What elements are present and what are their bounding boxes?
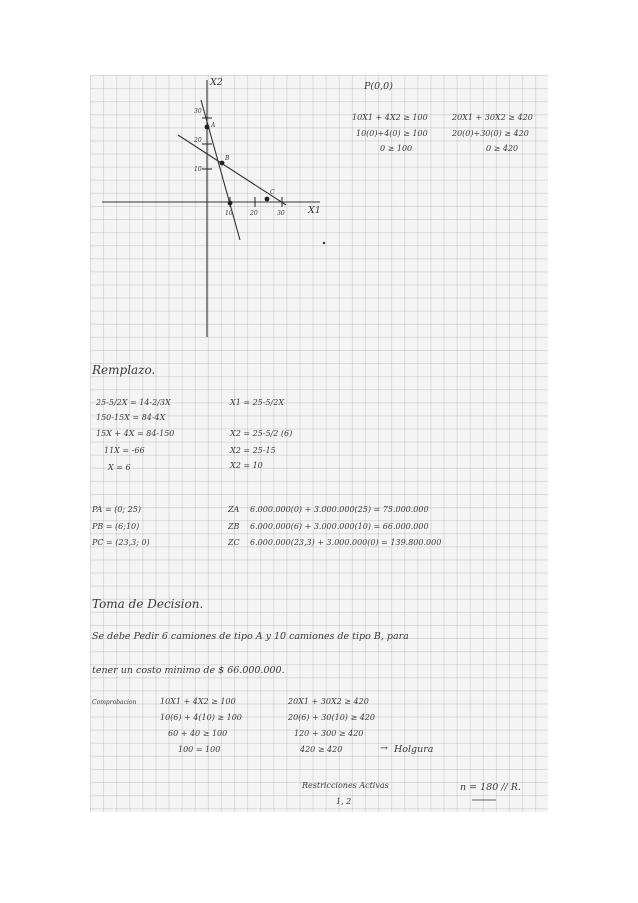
y-tick-label: 10 — [194, 166, 202, 173]
point-row-label: PB = (6;10) — [92, 522, 140, 531]
replace-line: 11X = -66 — [104, 446, 145, 455]
point-row-calc: 6.000.000(6) + 3.000.000(10) = 66.000.000 — [250, 522, 429, 531]
replace-line: X = 6 — [108, 463, 131, 472]
test-point-line: 20X1 + 30X2 ≥ 420 — [452, 113, 533, 122]
y-tick-label: 20 — [194, 137, 202, 144]
test-point-line: 0 ≥ 420 — [486, 144, 519, 153]
point-label: C — [270, 189, 275, 196]
check-line: 10(6) + 4(10) ≥ 100 — [160, 713, 242, 722]
decision-line: Se debe Pedir 6 camiones de tipo A y 10 camiones de tipo B, para — [92, 631, 409, 642]
x-axis-label: X1 — [308, 205, 321, 216]
x-tick-label: 10 — [225, 210, 233, 217]
point-b — [220, 161, 225, 166]
test-point-line: 10(0)+4(0) ≥ 100 — [356, 129, 428, 138]
point-row-label: PC = (23,3; 0) — [92, 538, 150, 547]
x-tick-label: 20 — [250, 210, 258, 217]
point-row-calc: 6.000.000(0) + 3.000.000(25) = 75.000.000 — [250, 505, 429, 514]
point-row-z: ZC — [228, 538, 240, 547]
check-line: 100 = 100 — [178, 745, 221, 754]
active-constraints-label: Restricciones Activas — [302, 781, 389, 790]
check-line: 420 ≥ 420 — [300, 745, 343, 754]
point-label: A — [211, 122, 216, 129]
test-point-line: 0 ≥ 100 — [380, 144, 413, 153]
replace-line: X2 = 10 — [230, 461, 263, 470]
replace-line: 15X + 4X = 84-150 — [96, 429, 175, 438]
arrow-icon: → — [380, 743, 388, 754]
point-row-label: PA = (0; 25) — [92, 505, 141, 514]
check-line: 120 + 300 ≥ 420 — [294, 729, 364, 738]
x-tick-label: 30 — [277, 210, 285, 217]
point-row-z: ZB — [228, 522, 240, 531]
notebook-page — [90, 75, 548, 812]
test-point-line: 10X1 + 4X2 ≥ 100 — [352, 113, 428, 122]
check-line: 20X1 + 30X2 ≥ 420 — [288, 697, 369, 706]
point-a — [205, 125, 210, 130]
check-line: 10X1 + 4X2 ≥ 100 — [160, 697, 236, 706]
point-row-calc: 6.000.000(23,3) + 3.000.000(0) = 139.800.000 — [250, 538, 442, 547]
replace-heading: Remplazo. — [92, 363, 156, 377]
decision-heading: Toma de Decision. — [92, 597, 204, 611]
replace-line: 150-15X = 84-4X — [96, 413, 166, 422]
active-constraints-values: 1, 2 — [336, 797, 352, 806]
y-axis-label: X2 — [210, 77, 223, 88]
test-point-title: P(0,0) — [364, 81, 393, 92]
check-label: Comprobacion — [92, 699, 137, 706]
point-row-z: ZA — [228, 505, 240, 514]
final-answer: n = 180 // R. — [460, 782, 521, 793]
replace-line: 25-5/2X = 14-2/3X — [96, 398, 171, 407]
check-result: Holgura — [394, 744, 434, 755]
test-point-line: 20(0)+30(0) ≥ 420 — [452, 129, 529, 138]
y-tick-label: 30 — [194, 108, 202, 115]
replace-line: X2 = 25-5/2 (6) — [230, 429, 293, 438]
point-label: B — [225, 155, 230, 162]
point-c-intercept — [228, 201, 233, 206]
replace-line: X1 = 25-5/2X — [230, 398, 285, 407]
decision-line: tener un costo minimo de $ 66.000.000. — [92, 665, 285, 676]
check-line: 20(6) + 30(10) ≥ 420 — [288, 713, 375, 722]
point-c — [265, 197, 270, 202]
check-line: 60 + 40 ≥ 100 — [168, 729, 228, 738]
replace-line: X2 = 25-15 — [230, 446, 276, 455]
